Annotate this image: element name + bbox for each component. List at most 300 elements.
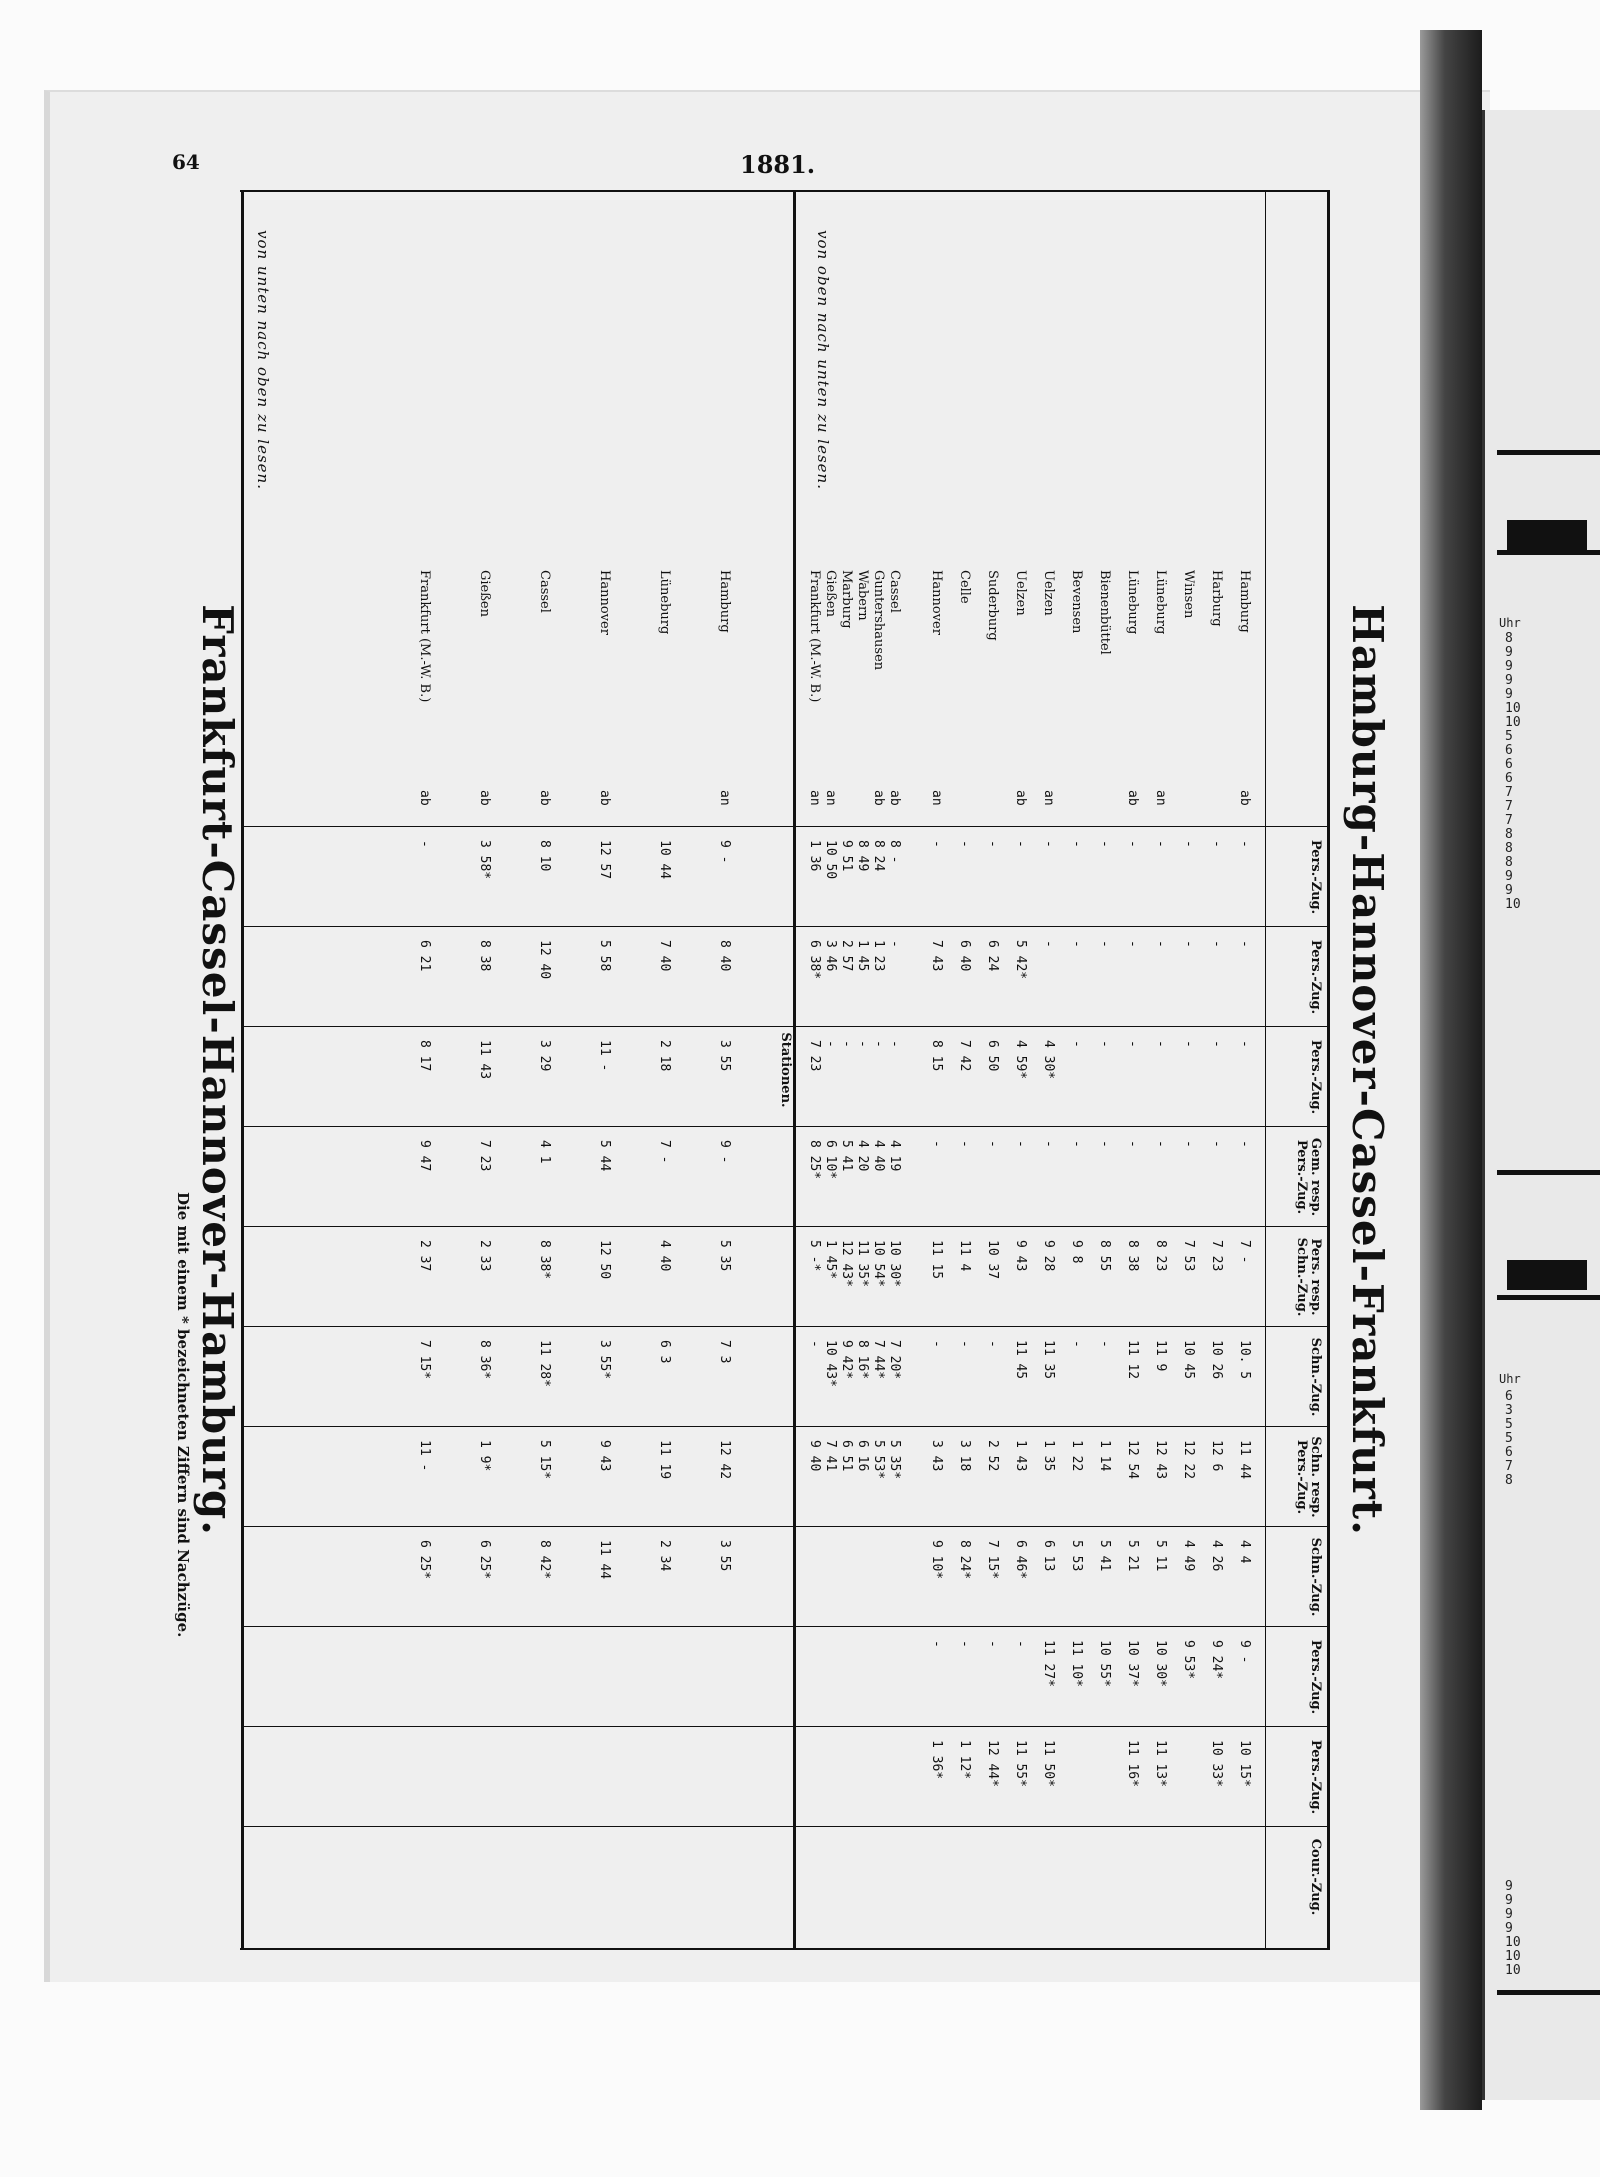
time-cell: - [887,1040,902,1048]
time-cell: 9 24* [1209,1640,1224,1680]
time-cell: 5 35* [887,1440,902,1480]
time-cell: - [871,1040,886,1048]
time-cell: 1 12* [957,1740,972,1780]
time-cell: 6 38* [807,940,822,980]
time-cell: 9 10* [929,1540,944,1580]
time-cell: 11 12 [1125,1340,1140,1380]
time-cell: 4 59* [1013,1040,1028,1080]
time-cell: 9 8 [1069,1240,1084,1264]
time-cell: - [957,840,972,848]
time-cell: - [1237,1140,1252,1148]
time-cell: 10 26 [1209,1340,1224,1380]
hour-digit: 8 [1505,631,1513,646]
time-cell: - [823,1040,838,1048]
time-cell: 3 55 [717,1040,732,1072]
time-cell: 7 3 [717,1340,732,1364]
time-cell: 7 23 [807,1040,822,1072]
divider [1497,550,1600,555]
train-type-header: Gem. resp. Pers.-Zug. [1294,1137,1323,1217]
hour-digit: 10 [1505,701,1521,716]
time-cell: 12 40 [537,940,552,980]
time-cell: 6 25* [477,1540,492,1580]
station-name: Hamburg [717,570,732,633]
time-cell: 4 40 [657,1240,672,1272]
time-cell: 11 - [597,1040,612,1072]
time-cell: 11 44 [597,1540,612,1580]
time-cell: 8 10 [537,840,552,872]
arrival-departure-mark: ab [1237,790,1252,806]
time-cell: 4 19 [887,1140,902,1172]
train-type-header: Schn.-Zug. [1308,1537,1323,1617]
station-name: Frankfurt (M.-W. B.) [417,570,432,703]
train-type-header: Pers. resp. Schn.-Zug. [1294,1237,1323,1317]
time-cell: 3 46 [823,940,838,972]
timetable-title-bottom: Frankfurt-Cassel-Hannover-Hamburg. [193,604,242,1536]
time-cell: 6 3 [657,1340,672,1364]
time-cell: 8 55 [1097,1240,1112,1272]
hour-digit: 6 [1505,771,1513,786]
arrival-departure-mark: an [929,790,944,806]
time-cell: 5 15* [537,1440,552,1480]
time-cell: - [417,840,432,848]
time-cell: 11 45 [1013,1340,1028,1380]
time-cell: 6 21 [417,940,432,972]
time-cell: - [807,1340,822,1348]
time-cell: 9 28 [1041,1240,1056,1272]
time-cell: - [1125,1140,1140,1148]
time-cell: - [1181,1140,1196,1148]
time-cell: 1 35 [1041,1440,1056,1472]
time-cell: 4 40 [871,1140,886,1172]
title-fragment [1507,1260,1587,1290]
station-name: Harburg [1209,570,1224,627]
time-cell: 8 25* [807,1140,822,1180]
column-rule [244,826,1330,827]
time-cell: 8 36* [477,1340,492,1380]
time-cell: 7 53 [1181,1240,1196,1272]
right-border [240,1948,1330,1950]
station-name: Lüneburg [657,570,672,635]
time-cell: - [1069,1340,1084,1348]
station-name: Frankfurt (M.-W. B.) [807,570,822,703]
time-cell: - [1097,840,1112,848]
station-name: Celle [957,570,972,604]
time-cell: 9 40 [807,1440,822,1472]
time-cell: - [1125,840,1140,848]
time-cell: 8 24* [957,1540,972,1580]
time-cell: 12 22 [1181,1440,1196,1480]
station-name: Gießen [477,570,492,617]
time-cell: 7 15* [985,1540,1000,1580]
station-name: Hannover [929,570,944,635]
time-cell: - [1013,1140,1028,1148]
hour-digit: 7 [1505,785,1513,800]
time-cell: 2 37 [417,1240,432,1272]
time-cell: 3 55* [597,1340,612,1380]
time-cell: - [1181,840,1196,848]
time-cell: 12 43* [839,1240,854,1287]
time-cell: - [1069,1140,1084,1148]
arrival-departure-mark: ab [1125,790,1140,806]
hour-digit: 9 [1505,645,1513,660]
time-cell: - [1097,940,1112,948]
time-cell: - [1041,840,1056,848]
book-gutter [1420,30,1482,2110]
hour-digit: 10 [1505,1949,1521,1964]
column-rule [244,1826,1330,1827]
time-cell: - [855,1040,870,1048]
hour-digit: 10 [1505,897,1521,912]
time-cell: - [1041,940,1056,948]
station-name: Uelzen [1041,570,1056,616]
arrival-departure-mark: ab [597,790,612,806]
time-cell: - [985,840,1000,848]
time-cell: 2 52 [985,1440,1000,1472]
time-cell: 11 10* [1069,1640,1084,1687]
time-cell: 1 36 [807,840,822,872]
hour-digit: 9 [1505,659,1513,674]
time-cell: 8 49 [855,840,870,872]
time-cell: 6 46* [1013,1540,1028,1580]
column-rule [244,1526,1330,1527]
time-cell: - [929,1640,944,1648]
time-cell: 5 -* [807,1240,822,1272]
column-label: Uhr [1499,616,1521,630]
station-name: Suderburg [985,570,1000,641]
time-cell: - [1013,840,1028,848]
time-cell: - [1209,840,1224,848]
time-cell: 5 53 [1069,1540,1084,1572]
time-cell: 11 43 [477,1040,492,1080]
station-name: Hamburg [1237,570,1252,633]
hour-digit: 7 [1505,1459,1513,1474]
time-cell: 7 - [657,1140,672,1164]
time-cell: 6 10* [823,1140,838,1180]
left-border [240,190,1330,192]
time-cell: - [1153,1140,1168,1148]
time-cell: 4 4 [1237,1540,1252,1564]
time-cell: 10 37* [1125,1640,1140,1687]
time-cell: 8 38* [537,1240,552,1280]
time-cell: 12 43 [1153,1440,1168,1480]
time-cell: 2 57 [839,940,854,972]
station-name: Gießen [823,570,838,617]
station-name: Uelzen [1013,570,1028,616]
time-cell: 9 - [717,1140,732,1164]
hour-digit: 5 [1505,1417,1513,1432]
hour-digit: 6 [1505,757,1513,772]
hour-digit: 9 [1505,883,1513,898]
time-cell: - [1125,940,1140,948]
column-rule [244,1226,1330,1227]
time-cell: 12 42 [717,1440,732,1480]
reading-note-bottom: von unten nach oben zu lesen. [254,230,272,490]
hour-digit: 9 [1505,687,1513,702]
divider [1497,1990,1600,1995]
divider [1497,450,1600,455]
time-cell: 5 44 [597,1140,612,1172]
time-cell: 9 43 [1013,1240,1028,1272]
hour-digit: 7 [1505,799,1513,814]
time-cell: 10 45 [1181,1340,1196,1380]
time-cell: 8 38 [1125,1240,1140,1272]
time-cell: 1 45 [855,940,870,972]
arrival-departure-mark: ab [417,790,432,806]
time-cell: - [1237,940,1252,948]
hour-digit: 8 [1505,841,1513,856]
train-type-header: Pers.-Zug. [1308,839,1323,915]
time-cell: 3 18 [957,1440,972,1472]
station-name: Guntershausen [871,570,886,671]
time-cell: 11 19 [657,1440,672,1480]
time-cell: 5 21 [1125,1540,1140,1572]
arrival-departure-mark: ab [537,790,552,806]
hour-digit: 8 [1505,827,1513,842]
time-cell: - [1209,1040,1224,1048]
footnote: Die mit einem * bezeichneten Ziffern sind Nachzüge. [174,1192,192,1638]
train-type-header: Pers.-Zug. [1308,1039,1323,1115]
column-rule [244,926,1330,927]
time-cell: 8 - [887,840,902,864]
time-cell: 1 45* [823,1240,838,1280]
column-rule [244,1726,1330,1727]
time-cell: 11 35* [855,1240,870,1287]
time-cell: 2 18 [657,1040,672,1072]
time-cell: 9 47 [417,1140,432,1172]
time-cell: 11 4 [957,1240,972,1272]
time-cell: 8 38 [477,940,492,972]
time-cell: 8 24 [871,840,886,872]
time-cell: 10 44 [657,840,672,880]
station-name: Cassel [537,570,552,613]
time-cell: 7 23 [477,1140,492,1172]
time-cell: 12 57 [597,840,612,880]
time-cell: 12 6 [1209,1440,1224,1472]
time-cell: 7 44* [871,1340,886,1380]
time-cell: 12 50 [597,1240,612,1280]
time-cell: 4 49 [1181,1540,1196,1572]
time-cell: 3 43 [929,1440,944,1472]
time-cell: 11 13* [1153,1740,1168,1787]
time-cell: 7 - [1237,1240,1252,1264]
time-cell: 5 58 [597,940,612,972]
time-cell: - [1097,1140,1112,1148]
time-cell: 7 15* [417,1340,432,1380]
divider [1497,1170,1600,1175]
reading-note-top: von oben nach unten zu lesen. [814,230,832,490]
time-cell: 8 40 [717,940,732,972]
time-cell: 6 25* [417,1540,432,1580]
time-cell: - [1181,1040,1196,1048]
time-cell: - [1209,940,1224,948]
time-cell: - [1069,1040,1084,1048]
time-cell: 10 37 [985,1240,1000,1280]
hour-digit: 9 [1505,869,1513,884]
time-cell: - [1097,1040,1112,1048]
time-cell: 2 34 [657,1540,672,1572]
time-cell: 5 53* [871,1440,886,1480]
time-cell: - [929,840,944,848]
arrival-departure-mark: an [823,790,838,806]
arrival-departure-mark: ab [887,790,902,806]
time-cell: - [985,1340,1000,1348]
station-name: Wabern [855,570,870,621]
time-cell: 1 36* [929,1740,944,1780]
column-label: Uhr [1499,1372,1521,1386]
time-cell: 7 42 [957,1040,972,1072]
time-cell: 6 50 [985,1040,1000,1072]
timetable-title-top: Hamburg-Hannover-Cassel-Frankfurt. [1343,604,1392,1536]
arrival-departure-mark: ab [871,790,886,806]
time-cell: 9 42* [839,1340,854,1380]
train-type-header: Cour.-Zug. [1308,1838,1323,1916]
time-cell: - [1237,1040,1252,1048]
time-cell: 9 51 [839,840,854,872]
time-cell: 9 53* [1181,1640,1196,1680]
time-cell: 7 40 [657,940,672,972]
time-cell: 4 30* [1041,1040,1056,1080]
station-name: Marburg [839,570,854,629]
timetable-rotated [192,190,1392,1950]
time-cell: 11 - [417,1440,432,1472]
timetable [192,190,1392,1950]
time-cell: 11 9 [1153,1340,1168,1372]
time-cell: 10 30* [887,1240,902,1287]
train-type-header: Schn.-Zug. [1308,1337,1323,1417]
train-type-header: Pers.-Zug. [1308,939,1323,1015]
time-cell: 3 55 [717,1540,732,1572]
train-type-header: Schn. resp. Pers.-Zug. [1294,1436,1323,1518]
time-cell: 7 23 [1209,1240,1224,1272]
time-cell: 12 44* [985,1740,1000,1787]
time-cell: - [985,1640,1000,1648]
hour-column [1505,632,1533,912]
time-cell: 10 50 [823,840,838,880]
time-cell: - [1069,840,1084,848]
hour-digit: 8 [1505,1473,1513,1488]
column-rule [244,1626,1330,1627]
hour-digit: 9 [1505,673,1513,688]
time-cell: 10. 5 [1237,1340,1252,1380]
time-cell: 11 35 [1041,1340,1056,1380]
time-cell: 10 54* [871,1240,886,1287]
time-cell: - [929,1140,944,1148]
time-cell: - [1041,1140,1056,1148]
time-cell: - [887,940,902,948]
time-cell: - [1237,840,1252,848]
divider [1497,1295,1600,1300]
time-cell: 8 42* [537,1540,552,1580]
time-cell: - [1125,1040,1140,1048]
arrival-departure-mark: ab [1013,790,1028,806]
hour-digit: 10 [1505,1935,1521,1950]
hour-digit: 9 [1505,1921,1513,1936]
time-cell: 10 43* [823,1340,838,1387]
train-type-header: Pers.-Zug. [1308,1639,1323,1715]
time-cell: 6 13 [1041,1540,1056,1572]
arrival-departure-mark: an [1153,790,1168,806]
arrival-departure-mark: an [717,790,732,806]
time-cell: 6 24 [985,940,1000,972]
time-cell: 5 41 [839,1140,854,1172]
hour-column [1505,1390,1533,1488]
hour-digit: 8 [1505,855,1513,870]
time-cell: 4 26 [1209,1540,1224,1572]
time-cell: 10 30* [1153,1640,1168,1687]
title-fragment [1507,520,1587,550]
time-cell: - [929,1340,944,1348]
arrival-departure-mark: an [807,790,822,806]
time-cell: 6 16 [855,1440,870,1472]
time-cell: 9 - [717,840,732,864]
hour-digit: 6 [1505,743,1513,758]
station-name: Lüneburg [1153,570,1168,635]
time-cell: - [1153,940,1168,948]
time-cell: 7 41 [823,1440,838,1472]
time-cell: 1 43 [1013,1440,1028,1472]
time-cell: - [1013,1640,1028,1648]
time-cell: 4 20 [855,1140,870,1172]
hour-digit: 9 [1505,1893,1513,1908]
arrival-departure-mark: ab [477,790,492,806]
time-cell: 1 9* [477,1440,492,1472]
time-cell: - [985,1140,1000,1148]
time-cell: 12 54 [1125,1440,1140,1480]
time-cell: - [1209,1140,1224,1148]
time-cell: 5 42* [1013,940,1028,980]
train-type-header: Pers.-Zug. [1308,1739,1323,1815]
time-cell: 8 17 [417,1040,432,1072]
time-cell: - [957,1640,972,1648]
time-cell: - [957,1140,972,1148]
time-cell: 8 15 [929,1040,944,1072]
header-rule [1265,190,1266,1950]
column-rule [244,1326,1330,1327]
time-cell: 11 28* [537,1340,552,1387]
time-cell: 7 20* [887,1340,902,1380]
time-cell: - [1097,1340,1112,1348]
time-cell: 4 1 [537,1140,552,1164]
hour-digit: 10 [1505,715,1521,730]
page-number: 64 [172,150,200,174]
hour-digit: 9 [1505,1879,1513,1894]
hour-digit: 10 [1505,1963,1521,1978]
hour-digit: 9 [1505,1907,1513,1922]
hour-column [1505,1880,1533,1978]
time-cell: 7 43 [929,940,944,972]
hour-digit: 7 [1505,813,1513,828]
section-divider [793,190,796,1950]
station-name: Hannover [597,570,612,635]
time-cell: - [957,1340,972,1348]
time-cell: 1 22 [1069,1440,1084,1472]
arrival-departure-mark: an [1041,790,1056,806]
hour-digit: 5 [1505,1431,1513,1446]
time-cell: 5 41 [1097,1540,1112,1572]
time-cell: 11 50* [1041,1740,1056,1787]
time-cell: 11 44 [1237,1440,1252,1480]
stations-header: Stationen. [778,1032,793,1108]
time-cell: 9 43 [597,1440,612,1472]
time-cell: 10 15* [1237,1740,1252,1787]
time-cell: 8 16* [855,1340,870,1380]
time-cell: 1 23 [871,940,886,972]
hour-digit: 3 [1505,1403,1513,1418]
page-year: 1881. [740,150,816,179]
time-cell: 11 15 [929,1240,944,1280]
hour-digit: 6 [1505,1389,1513,1404]
time-cell: 6 51 [839,1440,854,1472]
